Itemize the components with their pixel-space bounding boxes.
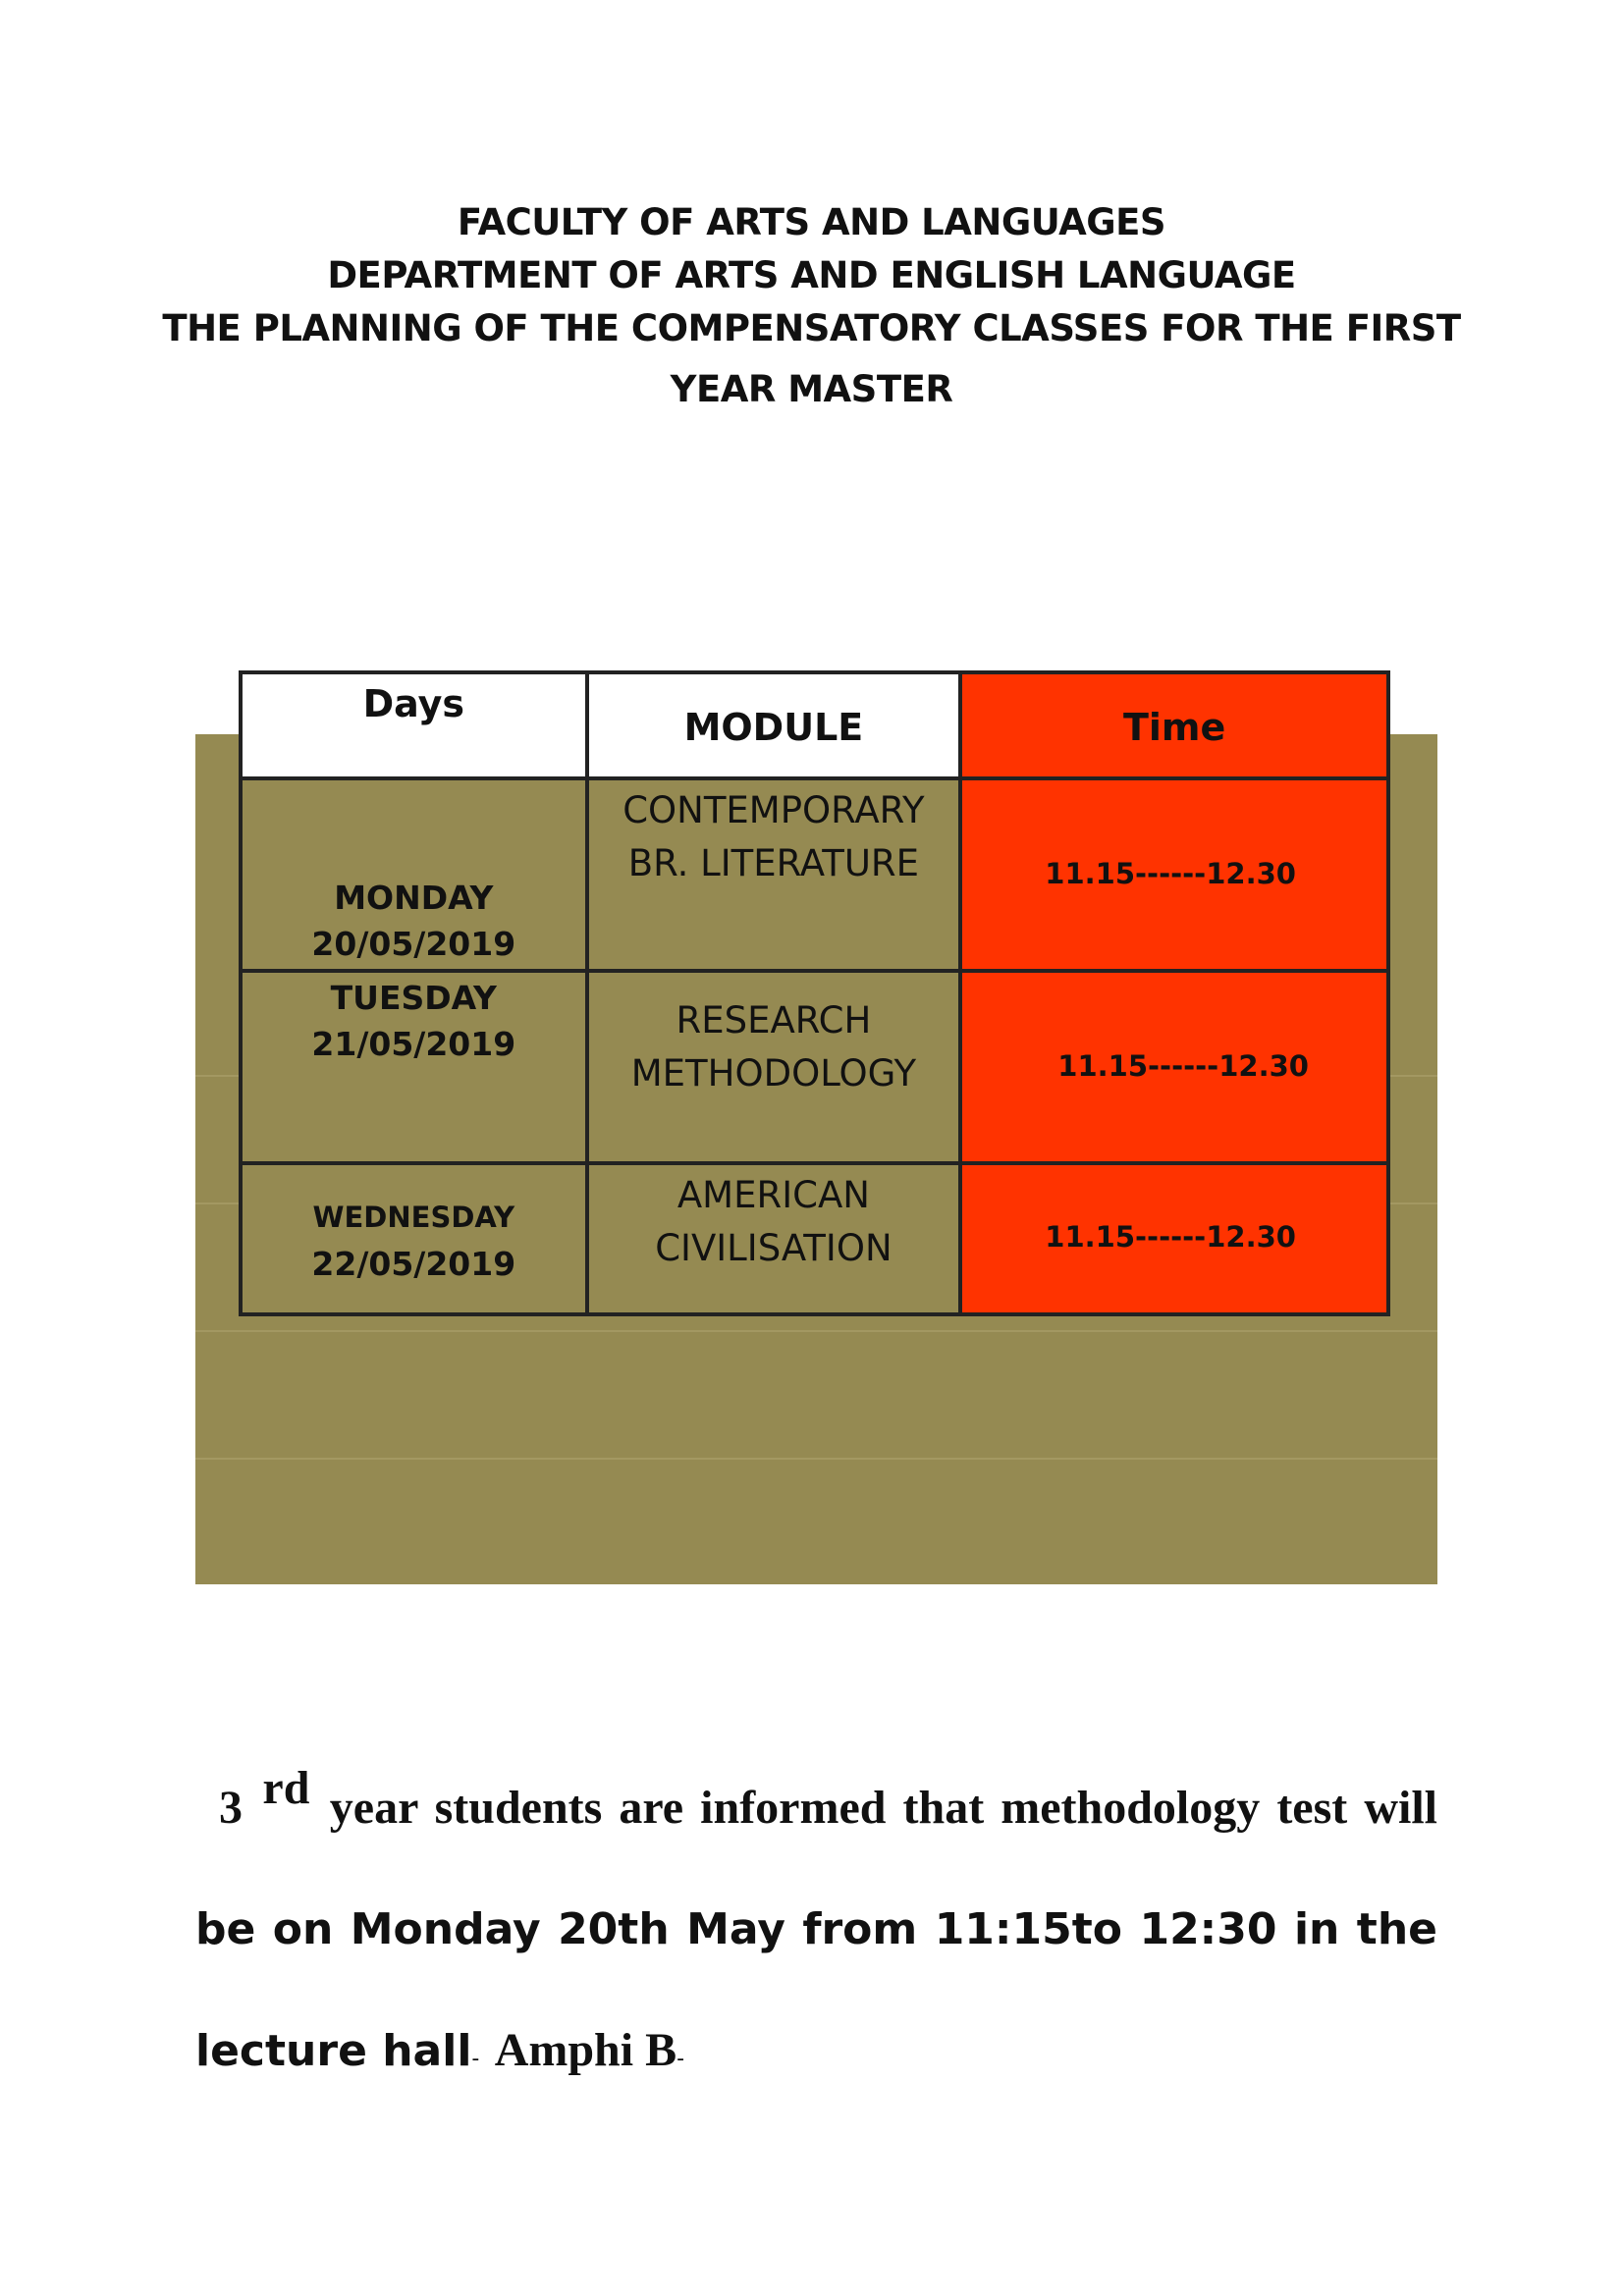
notice-hall: hall (382, 2026, 472, 2076)
panel-rule (195, 1330, 1437, 1332)
notice-line2: be on Monday 20th May from 11:15to 12:30 in the lecture (195, 1904, 1437, 2076)
notice-line1: year students are informed that methodology test will (329, 1782, 1438, 1834)
module-name-line2: CIVILISATION (655, 1227, 893, 1269)
table-row (241, 778, 1388, 971)
header-time: Time (1122, 706, 1226, 749)
planning-title: THE PLANNING OF THE COMPENSATORY CLASSES FOR THE FIRST (162, 307, 1461, 349)
day-name: MONDAY (334, 879, 494, 917)
notice-ordinal-suffix: rd (262, 1762, 310, 1814)
table-header-row (241, 672, 1388, 778)
notice-amphi: Amphi B (494, 2024, 677, 2076)
header-days-cell (241, 672, 587, 778)
module-name-line1: RESEARCH (676, 999, 872, 1041)
department-title: DEPARTMENT OF ARTS AND ENGLISH LANGUAGE (327, 254, 1296, 296)
document-header (0, 196, 1623, 416)
table-row (241, 971, 1388, 1163)
time-range: 11.15------12.30 (1045, 1220, 1296, 1254)
module-cell (587, 1163, 961, 1314)
time-cell (960, 1163, 1388, 1314)
notice-paragraph (195, 1747, 1437, 2119)
time-cell (960, 778, 1388, 971)
schedule-table (239, 670, 1390, 1316)
time-range: 11.15------12.30 (1057, 1049, 1309, 1083)
header-module-cell (587, 672, 961, 778)
day-cell (241, 1163, 587, 1314)
module-cell (587, 778, 961, 971)
header-days: Days (362, 682, 464, 725)
notice-year-number: 3 (219, 1782, 243, 1834)
day-cell (241, 971, 587, 1163)
module-name-line1: AMERICAN (676, 1174, 870, 1216)
module-name-line2: BR. LITERATURE (627, 842, 920, 884)
day-name: WEDNESDAY (312, 1201, 515, 1234)
day-date: 20/05/2019 (311, 925, 516, 963)
header-module: MODULE (683, 706, 864, 749)
day-date: 22/05/2019 (311, 1245, 516, 1283)
time-cell (960, 971, 1388, 1163)
notice-dash: - (471, 2047, 480, 2071)
faculty-title: FACULTY OF ARTS AND LANGUAGES (457, 201, 1166, 243)
day-name: TUESDAY (330, 979, 497, 1017)
time-range: 11.15------12.30 (1045, 857, 1296, 890)
module-name-line2: METHODOLOGY (630, 1052, 917, 1095)
header-time-cell (960, 672, 1388, 778)
notice-dash: - (676, 2047, 685, 2071)
module-name-line1: CONTEMPORARY (622, 789, 925, 831)
planning-title-cont: YEAR MASTER (670, 368, 953, 410)
day-date: 21/05/2019 (311, 1025, 516, 1063)
panel-rule (195, 1458, 1437, 1460)
module-cell (587, 971, 961, 1163)
table-row (241, 1163, 1388, 1314)
day-cell (241, 778, 587, 971)
